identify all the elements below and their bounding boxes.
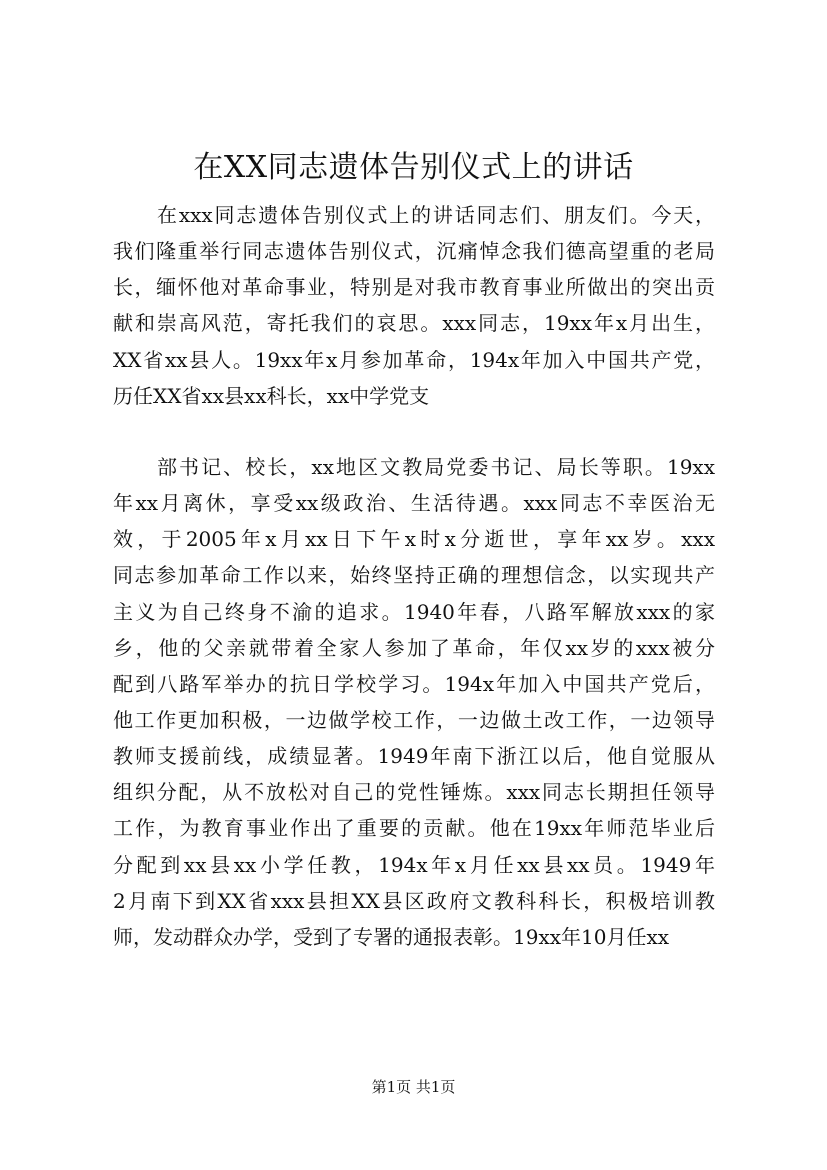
text-line: 乡，他的父亲就带着全家人参加了革命，年仅xx岁的xxx被分 [113,635,715,660]
text-line: 我们隆重举行同志遗体告别仪式，沉痛悼念我们德高望重的老局 [113,239,715,264]
text-line: 在xxx同志遗体告别仪式上的讲话同志们、朋友们。今天， [157,203,715,227]
text-line: 工作，为教育事业作出了重要的贡献。他在19xx年师范毕业后 [113,816,715,841]
text-line: 长，缅怀他对革命事业，特别是对我市教育事业所做出的突出贡 [113,275,715,300]
page-footer: 第1页 共1页 [371,1078,456,1096]
paragraph-2 [113,449,715,955]
text-line: 历任XX省xx县xx科长，xx中学党支 [113,383,430,408]
document-title: 在XX同志遗体告别仪式上的讲话 [193,150,634,185]
text-line: 他工作更加积极，一边做学校工作，一边做土改工作，一边领导 [113,707,715,732]
text-line: 效，于2005年x月xx日下午x时x分逝世，享年xx岁。xxx [113,527,715,552]
text-line: 教师支援前线，成绩显著。1949年南下浙江以后，他自觉服从 [113,744,715,769]
text-line: 组织分配，从不放松对自己的党性锤炼。xxx同志长期担任领导 [113,780,715,805]
text-line: 2月南下到XX省xxx县担XX县区政府文教科科长，积极培训教 [113,888,715,913]
text-line: 年xx月离休，享受xx级政治、生活待遇。xxx同志不幸医治无 [113,491,715,516]
text-line: 部书记、校长，xx地区文教局党委书记、局长等职。19xx [157,455,715,479]
text-line: 同志参加革命工作以来，始终坚持正确的理想信念，以实现共产 [113,563,715,588]
text-line: 主义为自己终身不渝的追求。1940年春，八路军解放xxx的家 [113,599,715,624]
text-line: 配到八路军举办的抗日学校学习。194x年加入中国共产党后， [113,671,715,696]
text-line: 师，发动群众办学，受到了专署的通报表彰。19xx年10月任xx [113,924,670,949]
text-line: XX省xx县人。19xx年x月参加革命，194x年加入中国共产党， [113,347,715,372]
paragraph-1 [113,197,715,414]
text-line: 献和崇高风范，寄托我们的哀思。xxx同志，19xx年x月出生， [113,311,715,336]
text-line: 分配到xx县xx小学任教，194x年x月任xx县xx员。1949年 [113,852,715,877]
